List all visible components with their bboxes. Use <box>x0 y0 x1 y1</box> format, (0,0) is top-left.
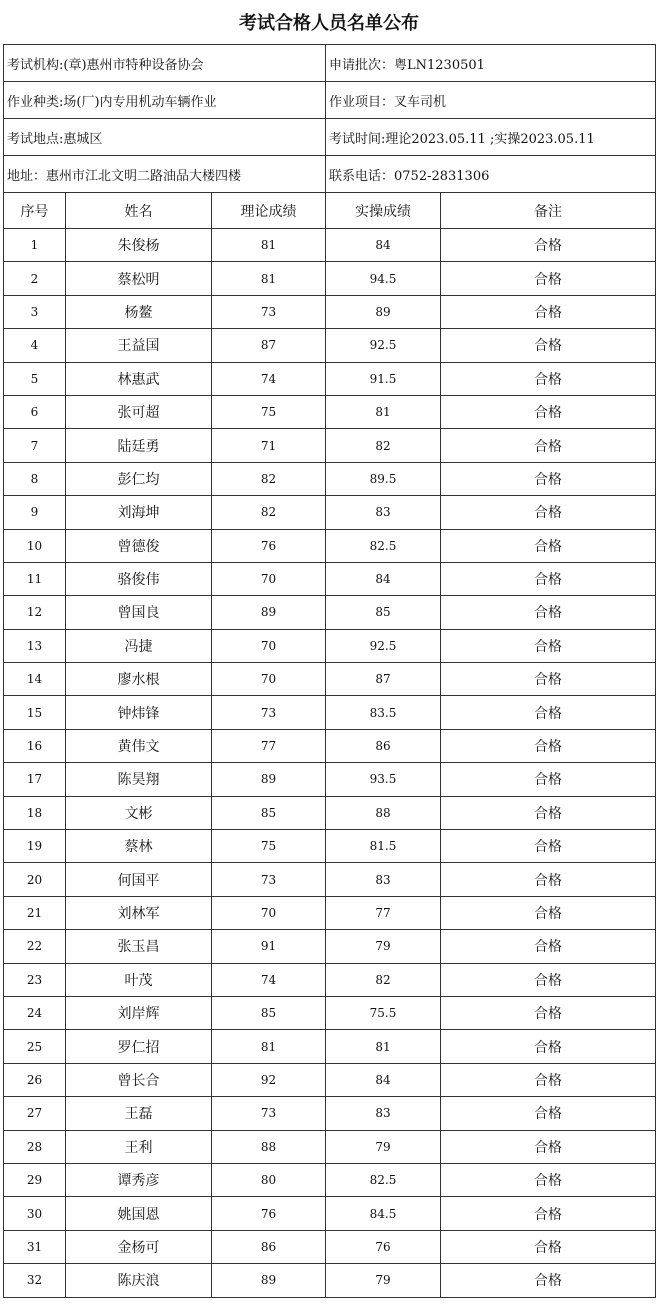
person-name: 姚国恩 <box>66 1197 212 1230</box>
exam-location: 考试地点:惠城区 <box>4 119 326 156</box>
table-row <box>4 863 656 896</box>
row-index: 7 <box>4 429 66 462</box>
table-row <box>4 1163 656 1196</box>
table-row <box>4 930 656 963</box>
theory-score: 73 <box>212 863 326 896</box>
table-row <box>4 229 656 262</box>
exam-org: 考试机构:(章)惠州市特种设备协会 <box>4 45 326 82</box>
practical-score: 84 <box>326 562 441 595</box>
theory-score: 74 <box>212 362 326 395</box>
remark: 合格 <box>441 1030 656 1063</box>
practical-score: 89.5 <box>326 462 441 495</box>
row-index: 30 <box>4 1197 66 1230</box>
practical-score: 79 <box>326 1130 441 1163</box>
table-row <box>4 830 656 863</box>
row-index: 25 <box>4 1030 66 1063</box>
person-name: 蔡林 <box>66 830 212 863</box>
practical-score: 81 <box>326 1030 441 1063</box>
remark: 合格 <box>441 1163 656 1196</box>
table-row <box>4 395 656 428</box>
info-row <box>4 45 656 82</box>
table-row <box>4 763 656 796</box>
theory-score: 87 <box>212 329 326 362</box>
remark: 合格 <box>441 1097 656 1130</box>
header-index: 序号 <box>4 193 66 229</box>
practical-score: 89 <box>326 295 441 328</box>
row-index: 13 <box>4 629 66 662</box>
header-remark: 备注 <box>441 193 656 229</box>
theory-score: 85 <box>212 996 326 1029</box>
row-index: 2 <box>4 262 66 295</box>
person-name: 叶茂 <box>66 963 212 996</box>
practical-score: 82.5 <box>326 529 441 562</box>
remark: 合格 <box>441 1264 656 1297</box>
practical-score: 79 <box>326 1264 441 1297</box>
theory-score: 91 <box>212 930 326 963</box>
remark: 合格 <box>441 729 656 762</box>
table-header-row <box>4 193 656 229</box>
remark: 合格 <box>441 429 656 462</box>
row-index: 28 <box>4 1130 66 1163</box>
row-index: 20 <box>4 863 66 896</box>
person-name: 曾国良 <box>66 596 212 629</box>
person-name: 刘海坤 <box>66 496 212 529</box>
theory-score: 73 <box>212 696 326 729</box>
person-name: 黄伟文 <box>66 729 212 762</box>
remark: 合格 <box>441 863 656 896</box>
theory-score: 70 <box>212 896 326 929</box>
row-index: 15 <box>4 696 66 729</box>
theory-score: 73 <box>212 1097 326 1130</box>
work-item: 作业项目：叉车司机 <box>326 82 656 119</box>
remark: 合格 <box>441 529 656 562</box>
person-name: 彭仁均 <box>66 462 212 495</box>
table-row <box>4 562 656 595</box>
remark: 合格 <box>441 1230 656 1263</box>
theory-score: 81 <box>212 262 326 295</box>
row-index: 26 <box>4 1063 66 1096</box>
practical-score: 77 <box>326 896 441 929</box>
table-row <box>4 329 656 362</box>
person-name: 曾长合 <box>66 1063 212 1096</box>
row-index: 32 <box>4 1264 66 1297</box>
person-name: 罗仁招 <box>66 1030 212 1063</box>
table-row <box>4 1130 656 1163</box>
theory-score: 89 <box>212 596 326 629</box>
remark: 合格 <box>441 930 656 963</box>
row-index: 14 <box>4 663 66 696</box>
person-name: 朱俊杨 <box>66 229 212 262</box>
practical-score: 83 <box>326 1097 441 1130</box>
work-category: 作业种类:场(厂)内专用机动车辆作业 <box>4 82 326 119</box>
remark: 合格 <box>441 329 656 362</box>
remark: 合格 <box>441 1063 656 1096</box>
table-row <box>4 1264 656 1297</box>
person-name: 张玉昌 <box>66 930 212 963</box>
table-row <box>4 663 656 696</box>
practical-score: 93.5 <box>326 763 441 796</box>
remark: 合格 <box>441 629 656 662</box>
person-name: 张可超 <box>66 395 212 428</box>
table-row <box>4 262 656 295</box>
row-index: 31 <box>4 1230 66 1263</box>
person-name: 陈庆浪 <box>66 1264 212 1297</box>
theory-score: 81 <box>212 229 326 262</box>
row-index: 18 <box>4 796 66 829</box>
remark: 合格 <box>441 830 656 863</box>
row-index: 8 <box>4 462 66 495</box>
person-name: 曾德俊 <box>66 529 212 562</box>
practical-score: 84 <box>326 229 441 262</box>
row-index: 5 <box>4 362 66 395</box>
practical-score: 94.5 <box>326 262 441 295</box>
theory-score: 75 <box>212 830 326 863</box>
table-row <box>4 596 656 629</box>
theory-score: 85 <box>212 796 326 829</box>
table-row <box>4 996 656 1029</box>
practical-score: 82.5 <box>326 1163 441 1196</box>
remark: 合格 <box>441 663 656 696</box>
theory-score: 89 <box>212 1264 326 1297</box>
remark: 合格 <box>441 562 656 595</box>
theory-score: 80 <box>212 1163 326 1196</box>
theory-score: 74 <box>212 963 326 996</box>
person-name: 冯捷 <box>66 629 212 662</box>
remark: 合格 <box>441 996 656 1029</box>
table-row <box>4 896 656 929</box>
table-row <box>4 1030 656 1063</box>
practical-score: 75.5 <box>326 996 441 1029</box>
row-index: 10 <box>4 529 66 562</box>
table-row <box>4 295 656 328</box>
practical-score: 82 <box>326 429 441 462</box>
table-row <box>4 496 656 529</box>
table-row <box>4 462 656 495</box>
row-index: 3 <box>4 295 66 328</box>
row-index: 27 <box>4 1097 66 1130</box>
info-row <box>4 119 656 156</box>
person-name: 刘林军 <box>66 896 212 929</box>
remark: 合格 <box>441 395 656 428</box>
person-name: 谭秀彦 <box>66 1163 212 1196</box>
table-row <box>4 1197 656 1230</box>
person-name: 杨鳌 <box>66 295 212 328</box>
practical-score: 85 <box>326 596 441 629</box>
remark: 合格 <box>441 696 656 729</box>
person-name: 钟炜锋 <box>66 696 212 729</box>
row-index: 16 <box>4 729 66 762</box>
practical-score: 86 <box>326 729 441 762</box>
header-theory-score: 理论成绩 <box>212 193 326 229</box>
remark: 合格 <box>441 496 656 529</box>
practical-score: 84 <box>326 1063 441 1096</box>
theory-score: 70 <box>212 629 326 662</box>
theory-score: 70 <box>212 562 326 595</box>
remark: 合格 <box>441 362 656 395</box>
person-name: 廖水根 <box>66 663 212 696</box>
theory-score: 75 <box>212 395 326 428</box>
remark: 合格 <box>441 763 656 796</box>
row-index: 24 <box>4 996 66 1029</box>
theory-score: 92 <box>212 1063 326 1096</box>
contact-phone: 联系电话：0752-2831306 <box>326 156 656 193</box>
row-index: 4 <box>4 329 66 362</box>
theory-score: 76 <box>212 529 326 562</box>
practical-score: 81.5 <box>326 830 441 863</box>
practical-score: 84.5 <box>326 1197 441 1230</box>
row-index: 21 <box>4 896 66 929</box>
row-index: 19 <box>4 830 66 863</box>
exam-time: 考试时间:理论2023.05.11 ;实操2023.05.11 <box>326 119 656 156</box>
table-row <box>4 1063 656 1096</box>
theory-score: 82 <box>212 496 326 529</box>
theory-score: 81 <box>212 1030 326 1063</box>
table-row <box>4 696 656 729</box>
practical-score: 79 <box>326 930 441 963</box>
remark: 合格 <box>441 295 656 328</box>
person-name: 何国平 <box>66 863 212 896</box>
row-index: 1 <box>4 229 66 262</box>
remark: 合格 <box>441 1197 656 1230</box>
remark: 合格 <box>441 262 656 295</box>
person-name: 金杨可 <box>66 1230 212 1263</box>
remark: 合格 <box>441 1130 656 1163</box>
table-row <box>4 1097 656 1130</box>
row-index: 22 <box>4 930 66 963</box>
remark: 合格 <box>441 796 656 829</box>
row-index: 12 <box>4 596 66 629</box>
table-row <box>4 529 656 562</box>
row-index: 9 <box>4 496 66 529</box>
table-row <box>4 963 656 996</box>
remark: 合格 <box>441 462 656 495</box>
remark: 合格 <box>441 596 656 629</box>
person-name: 林惠武 <box>66 362 212 395</box>
theory-score: 71 <box>212 429 326 462</box>
practical-score: 92.5 <box>326 329 441 362</box>
theory-score: 88 <box>212 1130 326 1163</box>
remark: 合格 <box>441 229 656 262</box>
person-name: 蔡松明 <box>66 262 212 295</box>
person-name: 王磊 <box>66 1097 212 1130</box>
practical-score: 83 <box>326 496 441 529</box>
table-row <box>4 629 656 662</box>
theory-score: 70 <box>212 663 326 696</box>
theory-score: 82 <box>212 462 326 495</box>
practical-score: 81 <box>326 395 441 428</box>
practical-score: 88 <box>326 796 441 829</box>
person-name: 刘岸辉 <box>66 996 212 1029</box>
theory-score: 89 <box>212 763 326 796</box>
person-name: 王利 <box>66 1130 212 1163</box>
remark: 合格 <box>441 896 656 929</box>
person-name: 文彬 <box>66 796 212 829</box>
header-name: 姓名 <box>66 193 212 229</box>
table-row <box>4 362 656 395</box>
table-row <box>4 796 656 829</box>
person-name: 王益国 <box>66 329 212 362</box>
person-name: 陆廷勇 <box>66 429 212 462</box>
remark: 合格 <box>441 963 656 996</box>
theory-score: 86 <box>212 1230 326 1263</box>
table-row <box>4 1230 656 1263</box>
practical-score: 87 <box>326 663 441 696</box>
application-batch: 申请批次：粤LN1230501 <box>326 45 656 82</box>
page-title: 考试合格人员名单公布 <box>239 13 419 34</box>
info-row <box>4 156 656 193</box>
table-row <box>4 429 656 462</box>
person-name: 陈昊翔 <box>66 763 212 796</box>
row-index: 23 <box>4 963 66 996</box>
practical-score: 76 <box>326 1230 441 1263</box>
address: 地址：惠州市江北文明二路油品大楼四楼 <box>4 156 326 193</box>
practical-score: 82 <box>326 963 441 996</box>
qualified-list-table <box>3 44 656 1298</box>
theory-score: 76 <box>212 1197 326 1230</box>
row-index: 17 <box>4 763 66 796</box>
practical-score: 92.5 <box>326 629 441 662</box>
theory-score: 73 <box>212 295 326 328</box>
person-name: 骆俊伟 <box>66 562 212 595</box>
row-index: 29 <box>4 1163 66 1196</box>
practical-score: 83.5 <box>326 696 441 729</box>
practical-score: 91.5 <box>326 362 441 395</box>
header-practical-score: 实操成绩 <box>326 193 441 229</box>
row-index: 11 <box>4 562 66 595</box>
info-row <box>4 82 656 119</box>
table-row <box>4 729 656 762</box>
practical-score: 83 <box>326 863 441 896</box>
theory-score: 77 <box>212 729 326 762</box>
row-index: 6 <box>4 395 66 428</box>
